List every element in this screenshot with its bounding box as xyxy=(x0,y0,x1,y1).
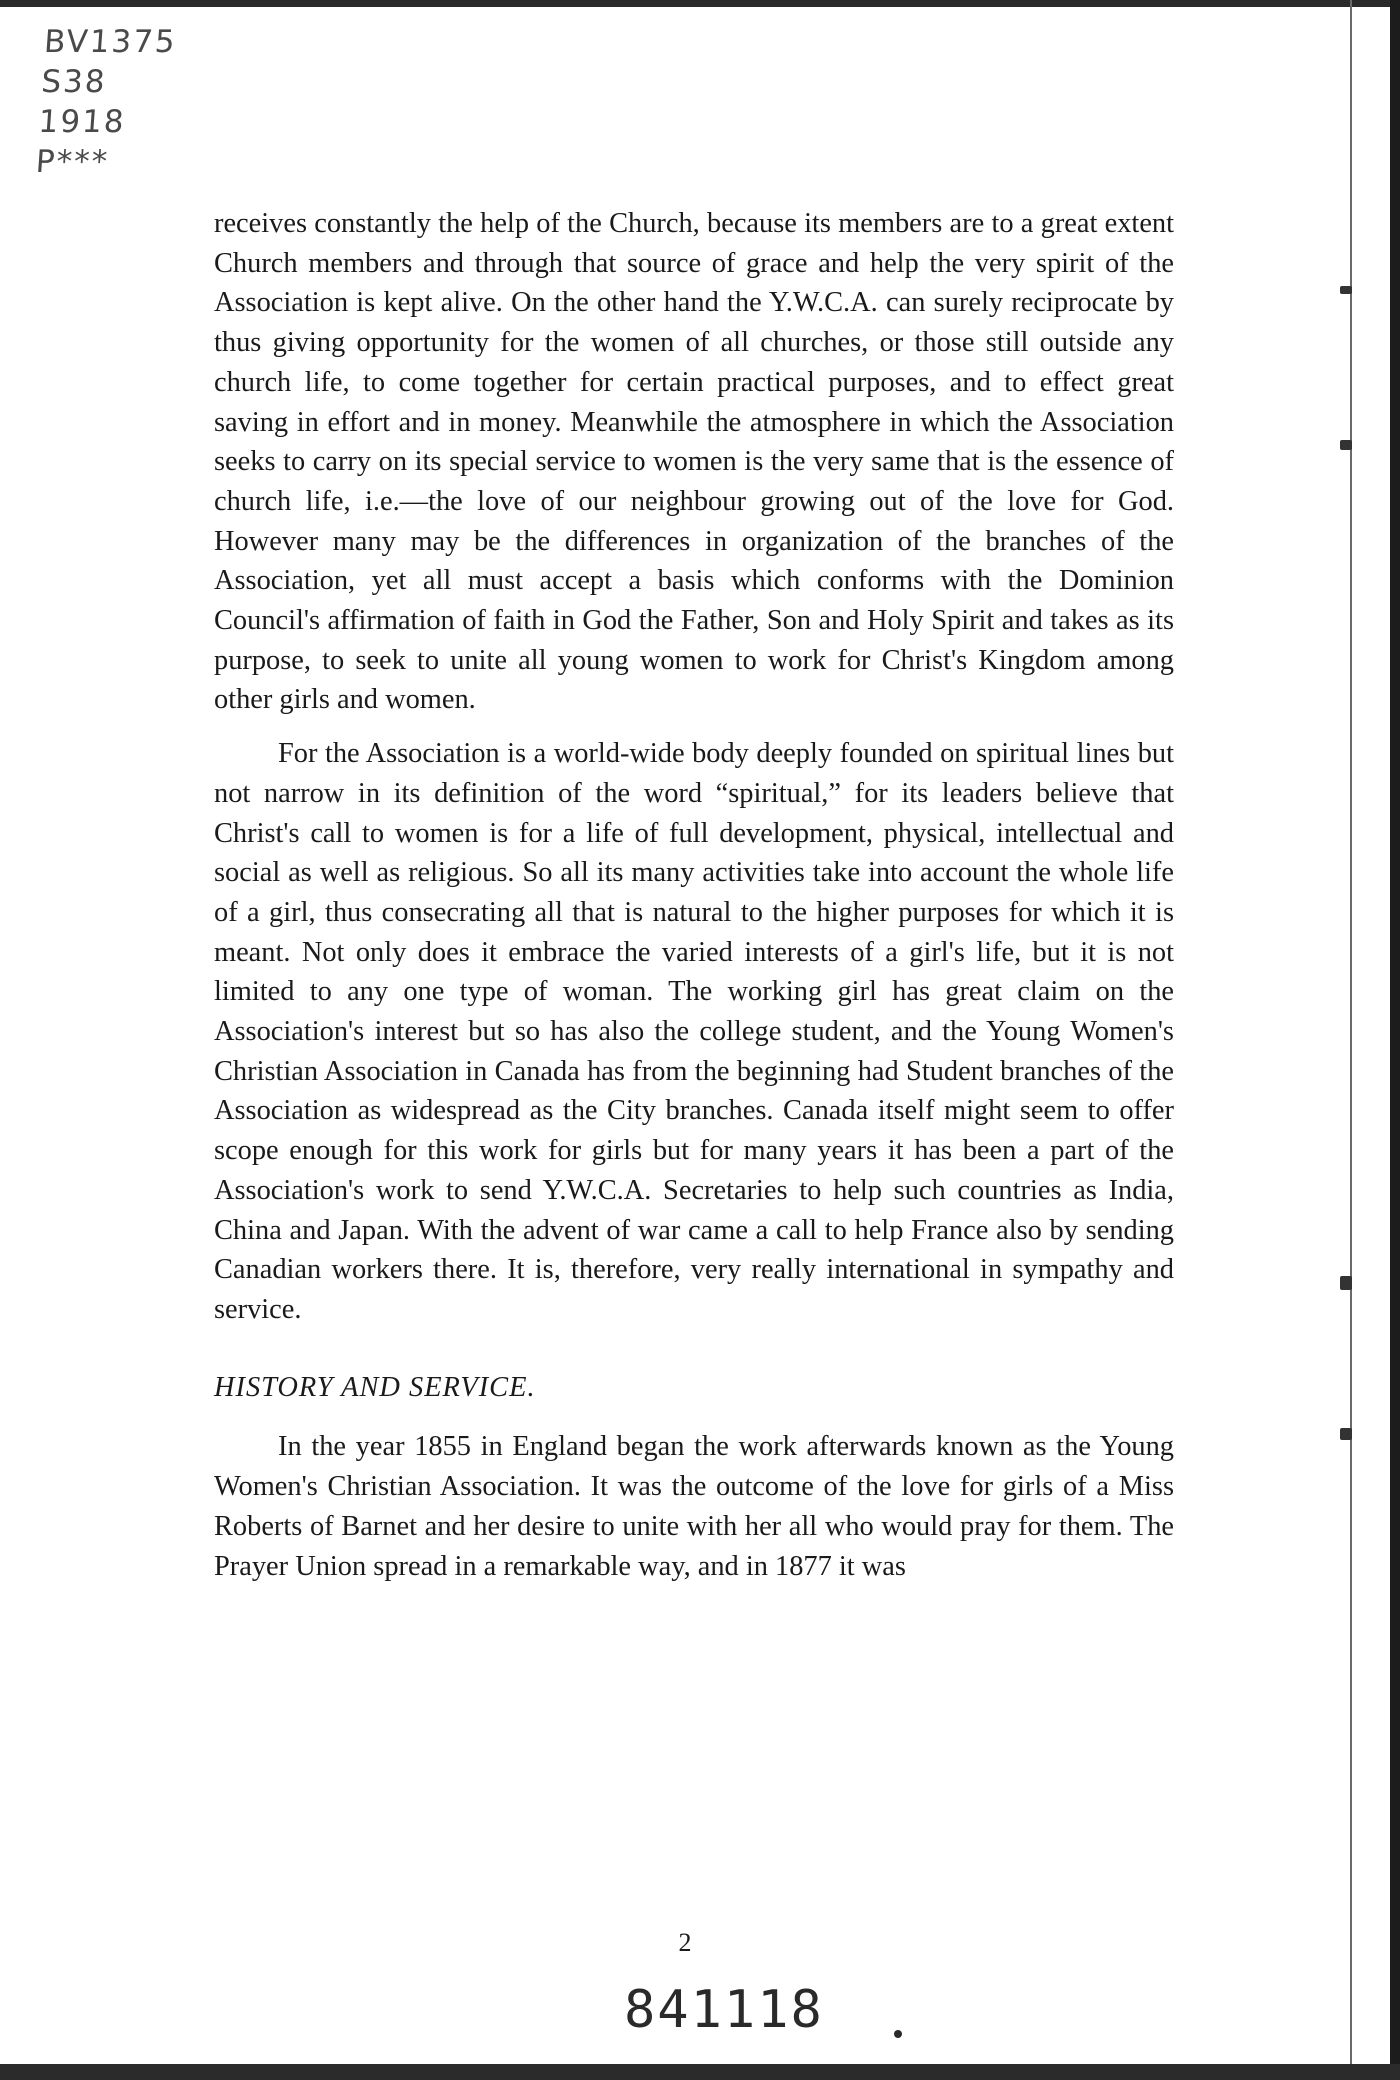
scan-right-edge xyxy=(1390,0,1400,2080)
call-number-line: S38 xyxy=(40,64,108,100)
accession-number: 841118 xyxy=(624,1980,824,2040)
paragraph: receives constantly the help of the Church, because its members are to a great extent Church members and through that source of grace and help the very spirit of the Association is kept alive. On the other hand the Y.W.C.A. can surely reciprocate by thus giving opportunity for the women of all churches, or those still outside any church life, to come together for certain practical purposes, and to effect great saving in effort and in money. Meanwhile the atmosphere in which the Association seeks to carry on its special service to women is the very same that is the essence of church life, i.e.—the love of our neighbour growing out of the love for God. However many may be the differences in organization of the branches of the Association, yet all must accept a basis which conforms with the Dominion Council's affirmation of faith in God the Father, Son and Holy Spirit and takes as its purpose, to seek to unite all young women to work for Christ's Kingdom among other girls and women. xyxy=(214,208,1174,716)
paragraph: In the year 1855 in England began the work afterwards known as the Young Women's Christian Association. It was the outcome of the love for girls of a Miss Roberts of Barnet and her desire to unite with her all who would pray for them. The Prayer Union spread in a remarkable way, and in 1877 it was xyxy=(214,1431,1174,1582)
margin-mark xyxy=(1340,1428,1352,1440)
margin-mark xyxy=(1340,440,1352,450)
call-number-line: 1918 xyxy=(37,104,127,140)
section-heading: HISTORY AND SERVICE. xyxy=(214,1371,536,1403)
margin-mark xyxy=(1340,1276,1352,1290)
margin-mark xyxy=(1340,286,1352,294)
call-number-line: BV1375 xyxy=(42,24,178,60)
page-number: 2 xyxy=(678,1928,692,1957)
scan-top-edge xyxy=(0,0,1400,7)
scan-page-edge xyxy=(1350,0,1352,2080)
handwritten-call-number xyxy=(34,22,178,182)
call-number-line: P*** xyxy=(34,144,111,180)
scan-bottom-edge xyxy=(0,2064,1400,2080)
body-text xyxy=(214,204,1174,1586)
accession-suffix-dot xyxy=(894,2030,902,2038)
paragraph: For the Association is a world-wide body deeply founded on spiritual lines but not narrow in its definition of the word “spiritual,” for its leaders believe that Christ's call to women is for a life of full development, physical, intellectual and social as well as religious. So all its many activities take into account the whole life of a girl, thus consecrating all that is natural to the higher purposes for which it is meant. Not only does it embrace the varied interests of a girl's life, but it is not limited to any one type of woman. The working girl has great claim on the Association's interest but so has also the college student, and the Young Women's Christian Association in Canada has from the beginning had Student branches of the Association as widespread as the City branches. Canada itself might seem to offer scope enough for this work for girls but for many years it has been a part of the Association's work to send Y.W.C.A. Secretaries to help such countries as India, China and Japan. With the advent of war came a call to help France also by sending Canadian workers there. It is, therefore, very really international in sympathy and service. xyxy=(214,738,1174,1325)
